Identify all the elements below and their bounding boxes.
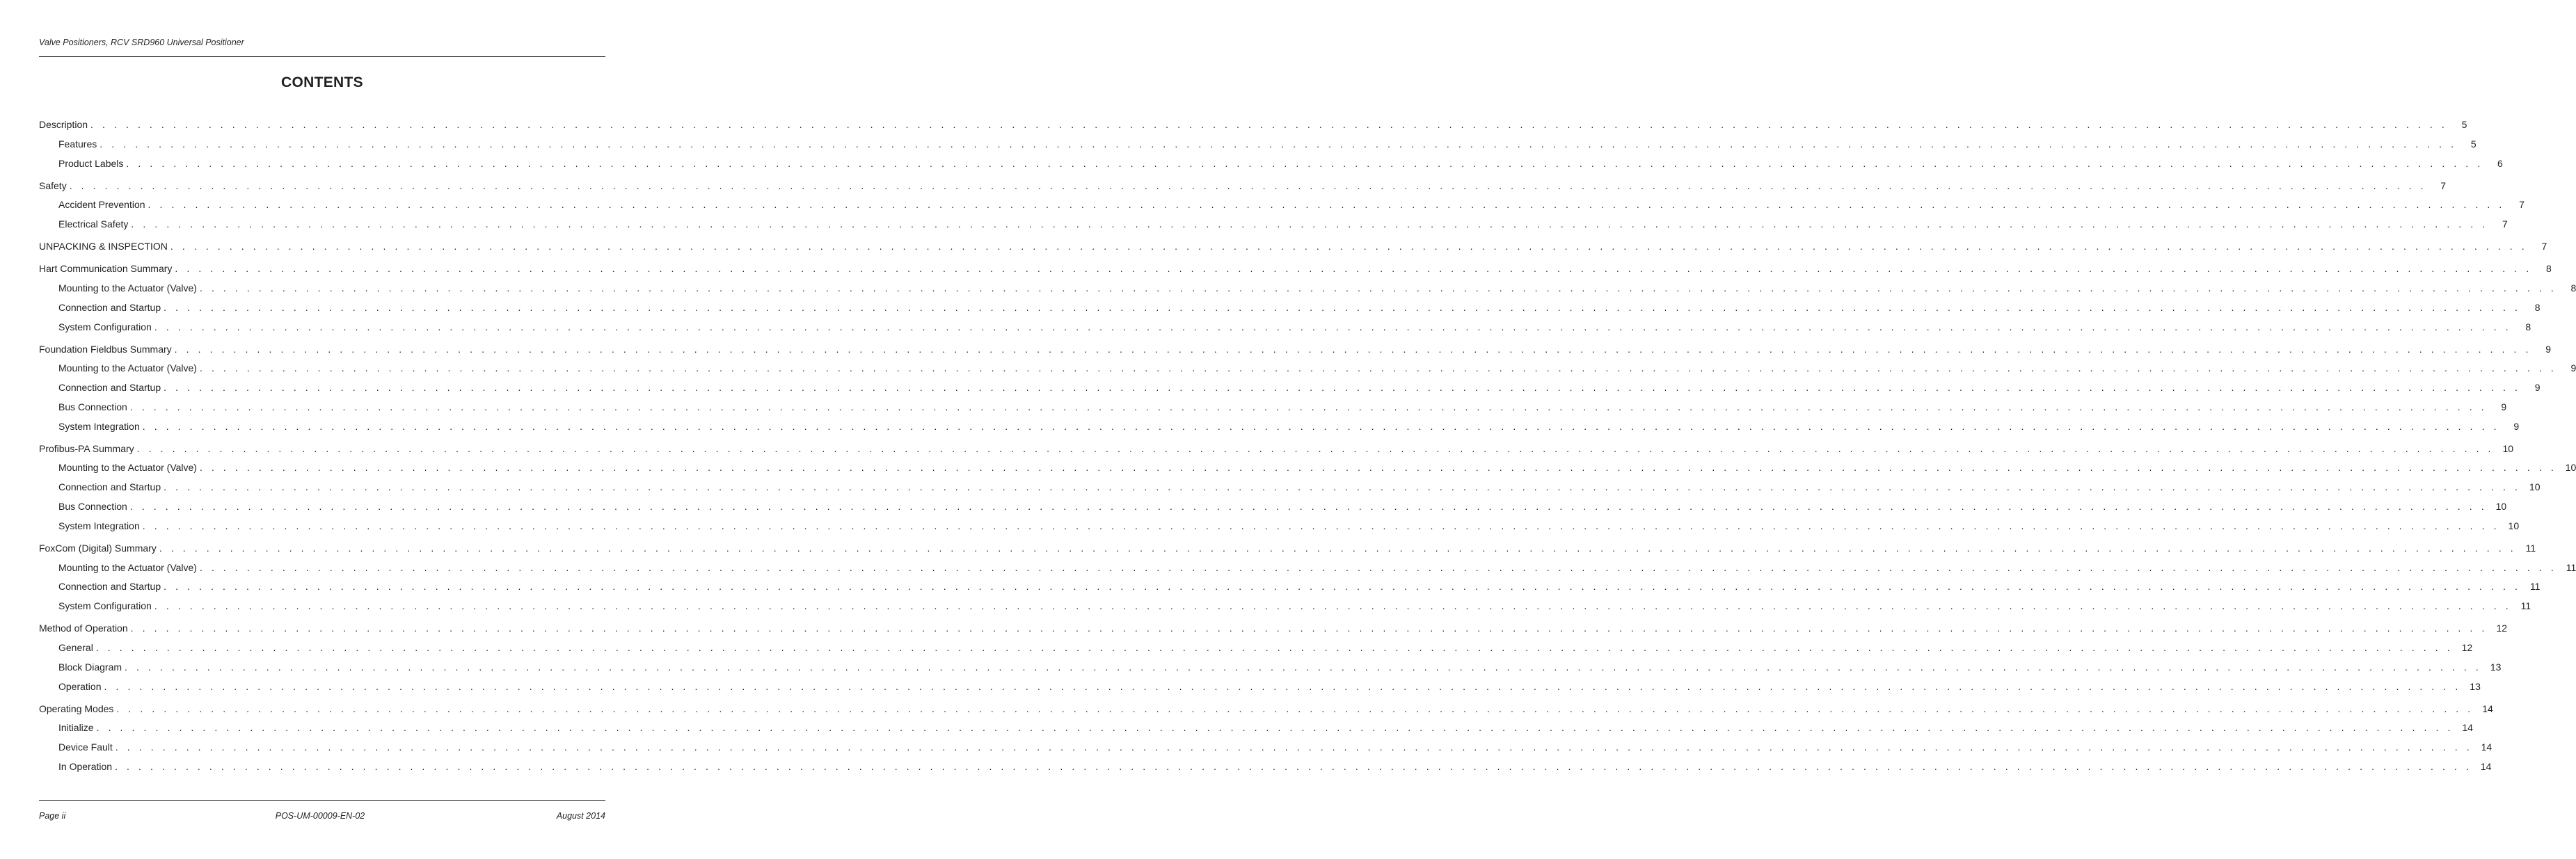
toc-entry-label: Features: [58, 138, 97, 150]
running-header: Valve Positioners, RCV SRD960 Universal Positioner: [39, 38, 244, 47]
toc-section-entry[interactable]: [39, 619, 2508, 639]
toc-dot-leader: . . . . . . . . . . . . . . . . . . . . . . . . . . . . . . . . . . . . . . . . . . . . . . . . . . . . . . . . . . . . . . . . . . . . . . . . . . . . . . . . . . . . . . . . . . . . . . . . . . . . . . . . . . . . . . . . . . . . . . . . . . . . . . . . . . . . . . . . . . . . . . . . . . . . . . . . . . . . . . . . . . . . . . . . . . . . . . . . . . . . . . . . . . . . . . . . . . . . . . . .: [130, 623, 2488, 634]
toc-subsection-entry[interactable]: [39, 298, 2541, 318]
toc-subsection-entry[interactable]: [39, 378, 2541, 398]
toc-entry-label: Profibus-PA Summary: [39, 442, 134, 454]
toc-section-entry[interactable]: [39, 700, 2493, 719]
toc-entry-page-number: 10: [2508, 520, 2520, 531]
toc-subsection-entry[interactable]: [39, 398, 2507, 417]
toc-subsection-entry[interactable]: [39, 658, 2502, 677]
toc-dot-leader: . . . . . . . . . . . . . . . . . . . . . . . . . . . . . . . . . . . . . . . . . . . . . . . . . . . . . . . . . . . . . . . . . . . . . . . . . . . . . . . . . . . . . . . . . . . . . . . . . . . . . . . . . . . . . . . . . . . . . . . . . . . . . . . . . . . . . . . . . . . . . . . . . . . . . . . . . . . . . . . . . . . . . . . . . . . . . . . . . . . . . . . . . . . . . . . . . . . . . . . .: [199, 561, 2557, 573]
toc-dot-leader: . . . . . . . . . . . . . . . . . . . . . . . . . . . . . . . . . . . . . . . . . . . . . . . . . . . . . . . . . . . . . . . . . . . . . . . . . . . . . . . . . . . . . . . . . . . . . . . . . . . . . . . . . . . . . . . . . . . . . . . . . . . . . . . . . . . . . . . . . . . . . . . . . . . . . . . . . . . . . . . . . . . . . . . . . . . . . . . . . . . . . . . . . . . . . . . . . . . . . . . .: [115, 761, 2472, 772]
toc-section-entry[interactable]: [39, 539, 2536, 559]
toc-dot-leader: . . . . . . . . . . . . . . . . . . . . . . . . . . . . . . . . . . . . . . . . . . . . . . . . . . . . . . . . . . . . . . . . . . . . . . . . . . . . . . . . . . . . . . . . . . . . . . . . . . . . . . . . . . . . . . . . . . . . . . . . . . . . . . . . . . . . . . . . . . . . . . . . . . . . . . . . . . . . . . . . . . . . . . . . . . . . . . . . . . . . . . . . . . . . . . . . . . . . . . . .: [125, 661, 2482, 673]
toc-entry-label: Foundation Fieldbus Summary: [39, 343, 172, 355]
toc-entry-page-number: 8: [2570, 282, 2576, 294]
toc-dot-leader: . . . . . . . . . . . . . . . . . . . . . . . . . . . . . . . . . . . . . . . . . . . . . . . . . . . . . . . . . . . . . . . . . . . . . . . . . . . . . . . . . . . . . . . . . . . . . . . . . . . . . . . . . . . . . . . . . . . . . . . . . . . . . . . . . . . . . . . . . . . . . . . . . . . . . . . . . . . . . . . . . . . . . . . . . . . . . . . . . . . . . . . . . . . . . . . . . . . . . . . .: [174, 343, 2532, 355]
toc-entry-label: Description: [39, 119, 88, 130]
toc-entry-label: Operation: [58, 680, 102, 692]
toc-subsection-entry[interactable]: [39, 577, 2541, 597]
toc-entry-label: Operating Modes: [39, 703, 114, 714]
toc-dot-leader: . . . . . . . . . . . . . . . . . . . . . . . . . . . . . . . . . . . . . . . . . . . . . . . . . . . . . . . . . . . . . . . . . . . . . . . . . . . . . . . . . . . . . . . . . . . . . . . . . . . . . . . . . . . . . . . . . . . . . . . . . . . . . . . . . . . . . . . . . . . . . . . . . . . . . . . . . . . . . . . . . . . . . . . . . . . . . . . . . . . . . . . . . . . . . . . . . . . . . . . .: [100, 138, 2457, 150]
toc-entry-label: Initialize: [58, 722, 94, 734]
footer-page-label: Page ii: [39, 811, 66, 821]
toc-entry-page-number: 10: [2529, 481, 2541, 493]
toc-dot-leader: . . . . . . . . . . . . . . . . . . . . . . . . . . . . . . . . . . . . . . . . . . . . . . . . . . . . . . . . . . . . . . . . . . . . . . . . . . . . . . . . . . . . . . . . . . . . . . . . . . . . . . . . . . . . . . . . . . . . . . . . . . . . . . . . . . . . . . . . . . . . . . . . . . . . . . . . . . . . . . . . . . . . . . . . . . . . . . . . . . . . . . . . . . . . . . . . . . . . . . . .: [95, 642, 2454, 654]
toc-subsection-entry[interactable]: [39, 154, 2503, 174]
toc-entry-label: In Operation: [58, 761, 113, 772]
toc-entry-page-number: 6: [2497, 157, 2503, 169]
toc-dot-leader: . . . . . . . . . . . . . . . . . . . . . . . . . . . . . . . . . . . . . . . . . . . . . . . . . . . . . . . . . . . . . . . . . . . . . . . . . . . . . . . . . . . . . . . . . . . . . . . . . . . . . . . . . . . . . . . . . . . . . . . . . . . . . . . . . . . . . . . . . . . . . . . . . . . . . . . . . . . . . . . . . . . . . . . . . . . . . . . . . . . . . . . . . . . . . . . . . . . . . . . .: [148, 199, 2505, 211]
toc-entry-label: System Integration: [58, 420, 140, 432]
toc-entry-label: Product Labels: [58, 157, 124, 169]
toc-entry-page-number: 13: [2470, 680, 2481, 692]
toc-subsection-entry[interactable]: [39, 417, 2520, 437]
toc-dot-leader: . . . . . . . . . . . . . . . . . . . . . . . . . . . . . . . . . . . . . . . . . . . . . . . . . . . . . . . . . . . . . . . . . . . . . . . . . . . . . . . . . . . . . . . . . . . . . . . . . . . . . . . . . . . . . . . . . . . . . . . . . . . . . . . . . . . . . . . . . . . . . . . . . . . . . . . . . . . . . . . . . . . . . . . . . . . . . . . . . . . . . . . . . . . . . . . . . . . . . . . .: [142, 420, 2500, 432]
toc-entry-label: Mounting to the Actuator (Valve): [58, 362, 197, 374]
toc-dot-leader: . . . . . . . . . . . . . . . . . . . . . . . . . . . . . . . . . . . . . . . . . . . . . . . . . . . . . . . . . . . . . . . . . . . . . . . . . . . . . . . . . . . . . . . . . . . . . . . . . . . . . . . . . . . . . . . . . . . . . . . . . . . . . . . . . . . . . . . . . . . . . . . . . . . . . . . . . . . . . . . . . . . . . . . . . . . . . . . . . . . . . . . . . . . . . . . . . . . . . . . .: [96, 722, 2454, 734]
toc-dot-leader: . . . . . . . . . . . . . . . . . . . . . . . . . . . . . . . . . . . . . . . . . . . . . . . . . . . . . . . . . . . . . . . . . . . . . . . . . . . . . . . . . . . . . . . . . . . . . . . . . . . . . . . . . . . . . . . . . . . . . . . . . . . . . . . . . . . . . . . . . . . . . . . . . . . . . . . . . . . . . . . . . . . . . . . . . . . . . . . . . . . . . . . . . . . . . . . . . . . . . . . .: [136, 442, 2495, 454]
toc-entry-page-number: 7: [2541, 241, 2547, 252]
toc-entry-page-number: 9: [2534, 382, 2541, 394]
toc-entry-label: Method of Operation: [39, 623, 128, 634]
toc-entry-label: Bus Connection: [58, 501, 127, 513]
toc-entry-page-number: 7: [2519, 199, 2525, 211]
toc-entry-page-number: 12: [2496, 623, 2508, 634]
toc-dot-leader: . . . . . . . . . . . . . . . . . . . . . . . . . . . . . . . . . . . . . . . . . . . . . . . . . . . . . . . . . . . . . . . . . . . . . . . . . . . . . . . . . . . . . . . . . . . . . . . . . . . . . . . . . . . . . . . . . . . . . . . . . . . . . . . . . . . . . . . . . . . . . . . . . . . . . . . . . . . . . . . . . . . . . . . . . . . . . . . . . . . . . . . . . . . . . . . . . . . . . . . .: [164, 581, 2521, 593]
toc-section-entry[interactable]: [39, 259, 2552, 279]
toc-entry-page-number: 11: [2525, 542, 2536, 554]
toc-section-entry[interactable]: [39, 340, 2552, 360]
toc-dot-leader: . . . . . . . . . . . . . . . . . . . . . . . . . . . . . . . . . . . . . . . . . . . . . . . . . . . . . . . . . . . . . . . . . . . . . . . . . . . . . . . . . . . . . . . . . . . . . . . . . . . . . . . . . . . . . . . . . . . . . . . . . . . . . . . . . . . . . . . . . . . . . . . . . . . . . . . . . . . . . . . . . . . . . . . . . . . . . . . . . . . . . . . . . . . . . . . . . . . . . . . .: [116, 703, 2474, 714]
toc-dot-leader: . . . . . . . . . . . . . . . . . . . . . . . . . . . . . . . . . . . . . . . . . . . . . . . . . . . . . . . . . . . . . . . . . . . . . . . . . . . . . . . . . . . . . . . . . . . . . . . . . . . . . . . . . . . . . . . . . . . . . . . . . . . . . . . . . . . . . . . . . . . . . . . . . . . . . . . . . . . . . . . . . . . . . . . . . . . . . . . . . . . . . . . . . . . . . . . . . . . . . . . .: [164, 382, 2521, 394]
toc-entry-page-number: 7: [2502, 218, 2508, 230]
toc-entry-page-number: 9: [2570, 362, 2576, 374]
toc-subsection-entry[interactable]: [39, 135, 2476, 154]
toc-dot-leader: . . . . . . . . . . . . . . . . . . . . . . . . . . . . . . . . . . . . . . . . . . . . . . . . . . . . . . . . . . . . . . . . . . . . . . . . . . . . . . . . . . . . . . . . . . . . . . . . . . . . . . . . . . . . . . . . . . . . . . . . . . . . . . . . . . . . . . . . . . . . . . . . . . . . . . . . . . . . . . . . . . . . . . . . . . . . . . . . . . . . . . . . . . . . . . . . . . . . . . . .: [175, 263, 2532, 275]
toc-section-entry[interactable]: [39, 237, 2547, 257]
toc-dot-leader: . . . . . . . . . . . . . . . . . . . . . . . . . . . . . . . . . . . . . . . . . . . . . . . . . . . . . . . . . . . . . . . . . . . . . . . . . . . . . . . . . . . . . . . . . . . . . . . . . . . . . . . . . . . . . . . . . . . . . . . . . . . . . . . . . . . . . . . . . . . . . . . . . . . . . . . . . . . . . . . . . . . . . . . . . . . . . . . . . . . . . . . . . . . . . . . . . . . . . . . .: [129, 501, 2488, 513]
toc-dot-leader: . . . . . . . . . . . . . . . . . . . . . . . . . . . . . . . . . . . . . . . . . . . . . . . . . . . . . . . . . . . . . . . . . . . . . . . . . . . . . . . . . . . . . . . . . . . . . . . . . . . . . . . . . . . . . . . . . . . . . . . . . . . . . . . . . . . . . . . . . . . . . . . . . . . . . . . . . . . . . . . . . . . . . . . . . . . . . . . . . . . . . . . . . . . . . . . . . . . . . . . .: [126, 157, 2483, 169]
toc-entry-page-number: 10: [2502, 442, 2514, 454]
toc-subsection-entry[interactable]: [39, 677, 2481, 697]
toc-entry-label: Electrical Safety: [58, 218, 129, 230]
toc-entry-label: Device Fault: [58, 741, 113, 753]
toc-entry-page-number: 12: [2461, 642, 2473, 654]
toc-dot-leader: . . . . . . . . . . . . . . . . . . . . . . . . . . . . . . . . . . . . . . . . . . . . . . . . . . . . . . . . . . . . . . . . . . . . . . . . . . . . . . . . . . . . . . . . . . . . . . . . . . . . . . . . . . . . . . . . . . . . . . . . . . . . . . . . . . . . . . . . . . . . . . . . . . . . . . . . . . . . . . . . . . . . . . . . . . . . . . . . . . . . . . . . . . . . . . . . . . . . . . . .: [199, 462, 2557, 474]
toc-entry-page-number: 11: [2520, 600, 2531, 612]
toc-subsection-entry[interactable]: [39, 597, 2531, 616]
toc-entry-page-number: 9: [2501, 401, 2507, 412]
toc-entry-page-number: 9: [2513, 420, 2520, 432]
toc-subsection-entry[interactable]: [39, 458, 2576, 478]
toc-dot-leader: . . . . . . . . . . . . . . . . . . . . . . . . . . . . . . . . . . . . . . . . . . . . . . . . . . . . . . . . . . . . . . . . . . . . . . . . . . . . . . . . . . . . . . . . . . . . . . . . . . . . . . . . . . . . . . . . . . . . . . . . . . . . . . . . . . . . . . . . . . . . . . . . . . . . . . . . . . . . . . . . . . . . . . . . . . . . . . . . . . . . . . . . . . . . . . . . . . . . . . . .: [159, 542, 2517, 554]
toc-entry-page-number: 11: [2566, 561, 2576, 573]
toc-entry-page-number: 5: [2470, 138, 2476, 150]
toc-subsection-entry[interactable]: [39, 639, 2473, 658]
toc-entry-label: General: [58, 642, 93, 654]
toc-entry-page-number: 14: [2462, 722, 2473, 734]
toc-subsection-entry[interactable]: [39, 757, 2492, 777]
toc-dot-leader: . . . . . . . . . . . . . . . . . . . . . . . . . . . . . . . . . . . . . . . . . . . . . . . . . . . . . . . . . . . . . . . . . . . . . . . . . . . . . . . . . . . . . . . . . . . . . . . . . . . . . . . . . . . . . . . . . . . . . . . . . . . . . . . . . . . . . . . . . . . . . . . . . . . . . . . . . . . . . . . . . . . . . . . . . . . . . . . . . . . . . . . . . . . . . . . . . . . . . . . .: [142, 520, 2500, 531]
toc-entry-page-number: 13: [2490, 661, 2502, 673]
toc-entry-label: UNPACKING & INSPECTION: [39, 241, 168, 252]
toc-entry-label: Connection and Startup: [58, 481, 161, 493]
toc-subsection-entry[interactable]: [39, 497, 2507, 517]
toc-subsection-entry[interactable]: [39, 195, 2525, 215]
toc-subsection-entry[interactable]: [39, 517, 2520, 536]
toc-dot-leader: . . . . . . . . . . . . . . . . . . . . . . . . . . . . . . . . . . . . . . . . . . . . . . . . . . . . . . . . . . . . . . . . . . . . . . . . . . . . . . . . . . . . . . . . . . . . . . . . . . . . . . . . . . . . . . . . . . . . . . . . . . . . . . . . . . . . . . . . . . . . . . . . . . . . . . . . . . . . . . . . . . . . . . . . . . . . . . . . . . . . . . . . . . . . . . . . . . . . . . . .: [129, 401, 2488, 412]
toc-entry-label: Safety: [39, 179, 67, 191]
toc-entry-page-number: 8: [2545, 263, 2552, 275]
toc-entry-label: Connection and Startup: [58, 581, 161, 593]
page-title: CONTENTS: [281, 74, 363, 90]
toc-dot-leader: . . . . . . . . . . . . . . . . . . . . . . . . . . . . . . . . . . . . . . . . . . . . . . . . . . . . . . . . . . . . . . . . . . . . . . . . . . . . . . . . . . . . . . . . . . . . . . . . . . . . . . . . . . . . . . . . . . . . . . . . . . . . . . . . . . . . . . . . . . . . . . . . . . . . . . . . . . . . . . . . . . . . . . . . . . . . . . . . . . . . . . . . . . . . . . . . . . . . . . . .: [131, 218, 2488, 230]
toc-dot-leader: . . . . . . . . . . . . . . . . . . . . . . . . . . . . . . . . . . . . . . . . . . . . . . . . . . . . . . . . . . . . . . . . . . . . . . . . . . . . . . . . . . . . . . . . . . . . . . . . . . . . . . . . . . . . . . . . . . . . . . . . . . . . . . . . . . . . . . . . . . . . . . . . . . . . . . . . . . . . . . . . . . . . . . . . . . . . . . . . . . . . . . . . . . . . . . . . . . . . . . . .: [199, 362, 2557, 374]
toc-entry-label: Mounting to the Actuator (Valve): [58, 282, 197, 294]
toc-dot-leader: . . . . . . . . . . . . . . . . . . . . . . . . . . . . . . . . . . . . . . . . . . . . . . . . . . . . . . . . . . . . . . . . . . . . . . . . . . . . . . . . . . . . . . . . . . . . . . . . . . . . . . . . . . . . . . . . . . . . . . . . . . . . . . . . . . . . . . . . . . . . . . . . . . . . . . . . . . . . . . . . . . . . . . . . . . . . . . . . . . . . . . . . . . . . . . . . . . . . . . . .: [90, 119, 2448, 130]
footer-date: August 2014: [556, 811, 605, 821]
header-rule: [39, 56, 605, 57]
toc-entry-page-number: 8: [2534, 301, 2541, 313]
toc-dot-leader: . . . . . . . . . . . . . . . . . . . . . . . . . . . . . . . . . . . . . . . . . . . . . . . . . . . . . . . . . . . . . . . . . . . . . . . . . . . . . . . . . . . . . . . . . . . . . . . . . . . . . . . . . . . . . . . . . . . . . . . . . . . . . . . . . . . . . . . . . . . . . . . . . . . . . . . . . . . . . . . . . . . . . . . . . . . . . . . . . . . . . . . . . . . . . . . . . . . . . . . .: [115, 741, 2473, 753]
toc-subsection-entry[interactable]: [39, 215, 2508, 234]
toc-subsection-entry[interactable]: [39, 478, 2541, 497]
toc-section-entry[interactable]: [39, 440, 2514, 459]
toc-dot-leader: . . . . . . . . . . . . . . . . . . . . . . . . . . . . . . . . . . . . . . . . . . . . . . . . . . . . . . . . . . . . . . . . . . . . . . . . . . . . . . . . . . . . . . . . . . . . . . . . . . . . . . . . . . . . . . . . . . . . . . . . . . . . . . . . . . . . . . . . . . . . . . . . . . . . . . . . . . . . . . . . . . . . . . . . . . . . . . . . . . . . . . . . . . . . . . . . . . . . . . . .: [154, 600, 2512, 612]
toc-section-entry[interactable]: [39, 115, 2467, 135]
toc-dot-leader: . . . . . . . . . . . . . . . . . . . . . . . . . . . . . . . . . . . . . . . . . . . . . . . . . . . . . . . . . . . . . . . . . . . . . . . . . . . . . . . . . . . . . . . . . . . . . . . . . . . . . . . . . . . . . . . . . . . . . . . . . . . . . . . . . . . . . . . . . . . . . . . . . . . . . . . . . . . . . . . . . . . . . . . . . . . . . . . . . . . . . . . . . . . . . . . . . . . . . . . .: [170, 241, 2528, 252]
toc-entry-label: Bus Connection: [58, 401, 127, 412]
toc-entry-page-number: 14: [2480, 761, 2492, 772]
table-of-contents: [39, 115, 2576, 777]
toc-entry-label: Hart Communication Summary: [39, 263, 173, 275]
toc-entry-label: System Configuration: [58, 600, 152, 612]
toc-entry-page-number: 7: [2440, 179, 2447, 191]
toc-subsection-entry[interactable]: [39, 718, 2473, 738]
toc-dot-leader: . . . . . . . . . . . . . . . . . . . . . . . . . . . . . . . . . . . . . . . . . . . . . . . . . . . . . . . . . . . . . . . . . . . . . . . . . . . . . . . . . . . . . . . . . . . . . . . . . . . . . . . . . . . . . . . . . . . . . . . . . . . . . . . . . . . . . . . . . . . . . . . . . . . . . . . . . . . . . . . . . . . . . . . . . . . . . . . . . . . . . . . . . . . . . . . . . . . . . . . .: [154, 321, 2512, 332]
toc-entry-label: Connection and Startup: [58, 382, 161, 394]
toc-entry-label: System Integration: [58, 520, 140, 531]
toc-section-entry[interactable]: [39, 177, 2447, 196]
toc-entry-label: Accident Prevention: [58, 199, 145, 211]
toc-entry-page-number: 10: [2495, 501, 2507, 513]
toc-entry-page-number: 14: [2481, 741, 2492, 753]
toc-entry-label: FoxCom (Digital) Summary: [39, 542, 157, 554]
toc-entry-label: Block Diagram: [58, 661, 122, 673]
toc-entry-label: Mounting to the Actuator (Valve): [58, 561, 197, 573]
toc-entry-label: System Configuration: [58, 321, 152, 332]
toc-entry-page-number: 10: [2565, 462, 2576, 474]
toc-dot-leader: . . . . . . . . . . . . . . . . . . . . . . . . . . . . . . . . . . . . . . . . . . . . . . . . . . . . . . . . . . . . . . . . . . . . . . . . . . . . . . . . . . . . . . . . . . . . . . . . . . . . . . . . . . . . . . . . . . . . . . . . . . . . . . . . . . . . . . . . . . . . . . . . . . . . . . . . . . . . . . . . . . . . . . . . . . . . . . . . . . . . . . . . . . . . . . . . . . . . . . . .: [164, 301, 2521, 313]
toc-dot-leader: . . . . . . . . . . . . . . . . . . . . . . . . . . . . . . . . . . . . . . . . . . . . . . . . . . . . . . . . . . . . . . . . . . . . . . . . . . . . . . . . . . . . . . . . . . . . . . . . . . . . . . . . . . . . . . . . . . . . . . . . . . . . . . . . . . . . . . . . . . . . . . . . . . . . . . . . . . . . . . . . . . . . . . . . . . . . . . . . . . . . . . . . . . . . . . . . . . . . . . . .: [199, 282, 2557, 294]
footer-rule: [39, 800, 605, 801]
toc-entry-label: Connection and Startup: [58, 301, 161, 313]
toc-subsection-entry[interactable]: [39, 318, 2531, 337]
toc-entry-page-number: 9: [2545, 343, 2552, 355]
footer-doc-number: POS-UM-00009-EN-02: [275, 811, 365, 821]
toc-subsection-entry[interactable]: [39, 559, 2576, 578]
toc-entry-page-number: 11: [2529, 581, 2541, 593]
toc-dot-leader: . . . . . . . . . . . . . . . . . . . . . . . . . . . . . . . . . . . . . . . . . . . . . . . . . . . . . . . . . . . . . . . . . . . . . . . . . . . . . . . . . . . . . . . . . . . . . . . . . . . . . . . . . . . . . . . . . . . . . . . . . . . . . . . . . . . . . . . . . . . . . . . . . . . . . . . . . . . . . . . . . . . . . . . . . . . . . . . . . . . . . . . . . . . . . . . . . . . . . . . .: [164, 481, 2521, 493]
toc-subsection-entry[interactable]: [39, 738, 2492, 757]
toc-subsection-entry[interactable]: [39, 359, 2576, 378]
toc-entry-label: Mounting to the Actuator (Valve): [58, 462, 197, 474]
toc-entry-page-number: 5: [2461, 119, 2467, 130]
toc-dot-leader: . . . . . . . . . . . . . . . . . . . . . . . . . . . . . . . . . . . . . . . . . . . . . . . . . . . . . . . . . . . . . . . . . . . . . . . . . . . . . . . . . . . . . . . . . . . . . . . . . . . . . . . . . . . . . . . . . . . . . . . . . . . . . . . . . . . . . . . . . . . . . . . . . . . . . . . . . . . . . . . . . . . . . . . . . . . . . . . . . . . . . . . . . . . . . . . . . . . . . . . .: [69, 179, 2427, 191]
toc-subsection-entry[interactable]: [39, 279, 2576, 298]
toc-dot-leader: . . . . . . . . . . . . . . . . . . . . . . . . . . . . . . . . . . . . . . . . . . . . . . . . . . . . . . . . . . . . . . . . . . . . . . . . . . . . . . . . . . . . . . . . . . . . . . . . . . . . . . . . . . . . . . . . . . . . . . . . . . . . . . . . . . . . . . . . . . . . . . . . . . . . . . . . . . . . . . . . . . . . . . . . . . . . . . . . . . . . . . . . . . . . . . . . . . . . . . . .: [104, 680, 2461, 692]
toc-entry-page-number: 8: [2525, 321, 2531, 332]
toc-entry-page-number: 14: [2482, 703, 2493, 714]
